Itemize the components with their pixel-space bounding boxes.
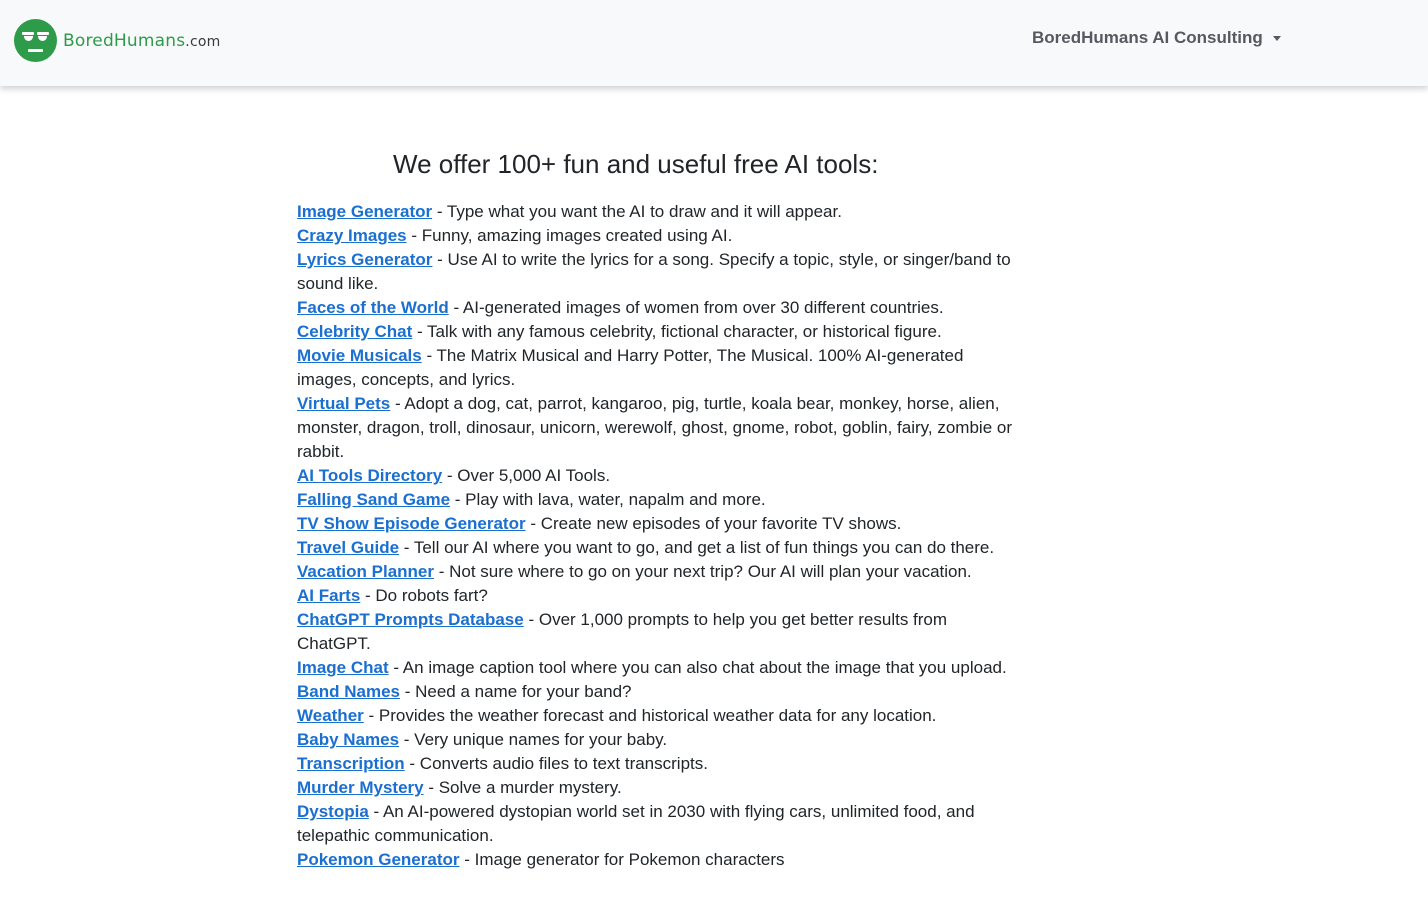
tool-link[interactable]: Travel Guide	[297, 538, 400, 557]
list-item	[297, 752, 1019, 776]
list-item	[297, 848, 1019, 872]
tool-link[interactable]: Pokemon Generator	[297, 850, 460, 869]
list-item	[297, 656, 1019, 680]
tool-link[interactable]: Faces of the World	[297, 298, 449, 317]
logo-suffix: .com	[185, 33, 221, 50]
caret-down-icon	[1273, 36, 1281, 41]
tool-link[interactable]: Celebrity Chat	[297, 322, 413, 341]
list-item	[297, 560, 1019, 584]
tool-link[interactable]: Image Chat	[297, 658, 389, 677]
tool-link[interactable]: ChatGPT Prompts Database	[297, 610, 524, 629]
tool-description: - AI-generated images of women from over 30 different countries.	[448, 298, 944, 317]
list-item	[297, 800, 1019, 848]
tool-description: - Provides the weather forecast and historical weather data for any location.	[363, 706, 937, 725]
tool-description: - An AI-powered dystopian world set in 2030 with flying cars, unlimited food, and telepathic communication.	[297, 802, 975, 845]
list-item	[297, 536, 1019, 560]
list-item	[297, 584, 1019, 608]
tool-description: - Play with lava, water, napalm and more.	[450, 490, 766, 509]
tool-description: - Very unique names for your baby.	[399, 730, 668, 749]
main-content	[297, 146, 1019, 872]
tool-description: - Image generator for Pokemon characters	[459, 850, 785, 869]
tool-description: - Not sure where to go on your next trip? Our AI will plan your vacation.	[434, 562, 972, 581]
tool-link[interactable]: Movie Musicals	[297, 346, 422, 365]
list-item	[297, 680, 1019, 704]
tool-link[interactable]: Transcription	[297, 754, 405, 773]
tool-description: - Over 1,000 prompts to help you get better results from ChatGPT.	[297, 610, 948, 653]
tool-description: - Solve a murder mystery.	[423, 778, 622, 797]
tool-link[interactable]: AI Farts	[297, 586, 361, 605]
tool-link[interactable]: Image Generator	[297, 202, 433, 221]
consulting-dropdown[interactable]	[1032, 28, 1281, 48]
tool-description: - Create new episodes of your favorite TV shows.	[525, 514, 902, 533]
list-item	[297, 512, 1019, 536]
bored-face-icon	[14, 19, 57, 62]
tools-list	[297, 200, 1019, 872]
tool-description: - Adopt a dog, cat, parrot, kangaroo, pig, turtle, koala bear, monkey, horse, alien, monster, dragon, troll, dinosaur, unicorn, werewolf, ghost, gnome, robot, goblin, fairy, zombie or rabbit.	[297, 394, 1012, 461]
list-item	[297, 224, 1019, 248]
tool-description: - The Matrix Musical and Harry Potter, The Musical. 100% AI-generated images, concepts, and lyrics.	[297, 346, 964, 389]
list-item	[297, 344, 1019, 392]
tool-description: - Type what you want the AI to draw and it will appear.	[432, 202, 842, 221]
tool-link[interactable]: Dystopia	[297, 802, 369, 821]
list-item	[297, 464, 1019, 488]
tool-link[interactable]: AI Tools Directory	[297, 466, 443, 485]
tool-description: - Do robots fart?	[360, 586, 488, 605]
list-item	[297, 392, 1019, 464]
tool-description: - Need a name for your band?	[399, 682, 632, 701]
page-title: We offer 100+ fun and useful free AI tools:	[393, 149, 879, 179]
tool-link[interactable]: Baby Names	[297, 730, 400, 749]
tool-link[interactable]: Band Names	[297, 682, 400, 701]
list-item	[297, 776, 1019, 800]
list-item	[297, 488, 1019, 512]
list-item	[297, 320, 1019, 344]
tool-description: - An image caption tool where you can also chat about the image that you upload.	[388, 658, 1007, 677]
tool-description: - Funny, amazing images created using AI.	[406, 226, 733, 245]
logo-text	[63, 31, 220, 51]
tool-link[interactable]: Lyrics Generator	[297, 250, 433, 269]
list-item	[297, 704, 1019, 728]
list-item	[297, 608, 1019, 656]
tool-description: - Over 5,000 AI Tools.	[442, 466, 611, 485]
tool-link[interactable]: Murder Mystery	[297, 778, 424, 797]
list-item	[297, 200, 1019, 224]
tool-description: - Talk with any famous celebrity, fictional character, or historical figure.	[412, 322, 942, 341]
tool-description: - Use AI to write the lyrics for a song. Specify a topic, style, or singer/band to sound like.	[297, 250, 1011, 293]
site-logo[interactable]	[14, 19, 220, 62]
list-item	[297, 296, 1019, 320]
list-item	[297, 728, 1019, 752]
tool-link[interactable]: Virtual Pets	[297, 394, 391, 413]
tool-link[interactable]: Falling Sand Game	[297, 490, 451, 509]
tool-link[interactable]: Weather	[297, 706, 364, 725]
logo-name: BoredHumans	[63, 30, 186, 51]
tool-description: - Tell our AI where you want to go, and get a list of fun things you can do there.	[399, 538, 995, 557]
tool-link[interactable]: Vacation Planner	[297, 562, 434, 581]
tool-link[interactable]: Crazy Images	[297, 226, 407, 245]
top-navbar	[0, 0, 1428, 86]
consulting-dropdown-label: BoredHumans AI Consulting	[1032, 28, 1263, 47]
list-item	[297, 248, 1019, 296]
tool-description: - Converts audio files to text transcripts.	[404, 754, 708, 773]
tool-link[interactable]: TV Show Episode Generator	[297, 514, 526, 533]
